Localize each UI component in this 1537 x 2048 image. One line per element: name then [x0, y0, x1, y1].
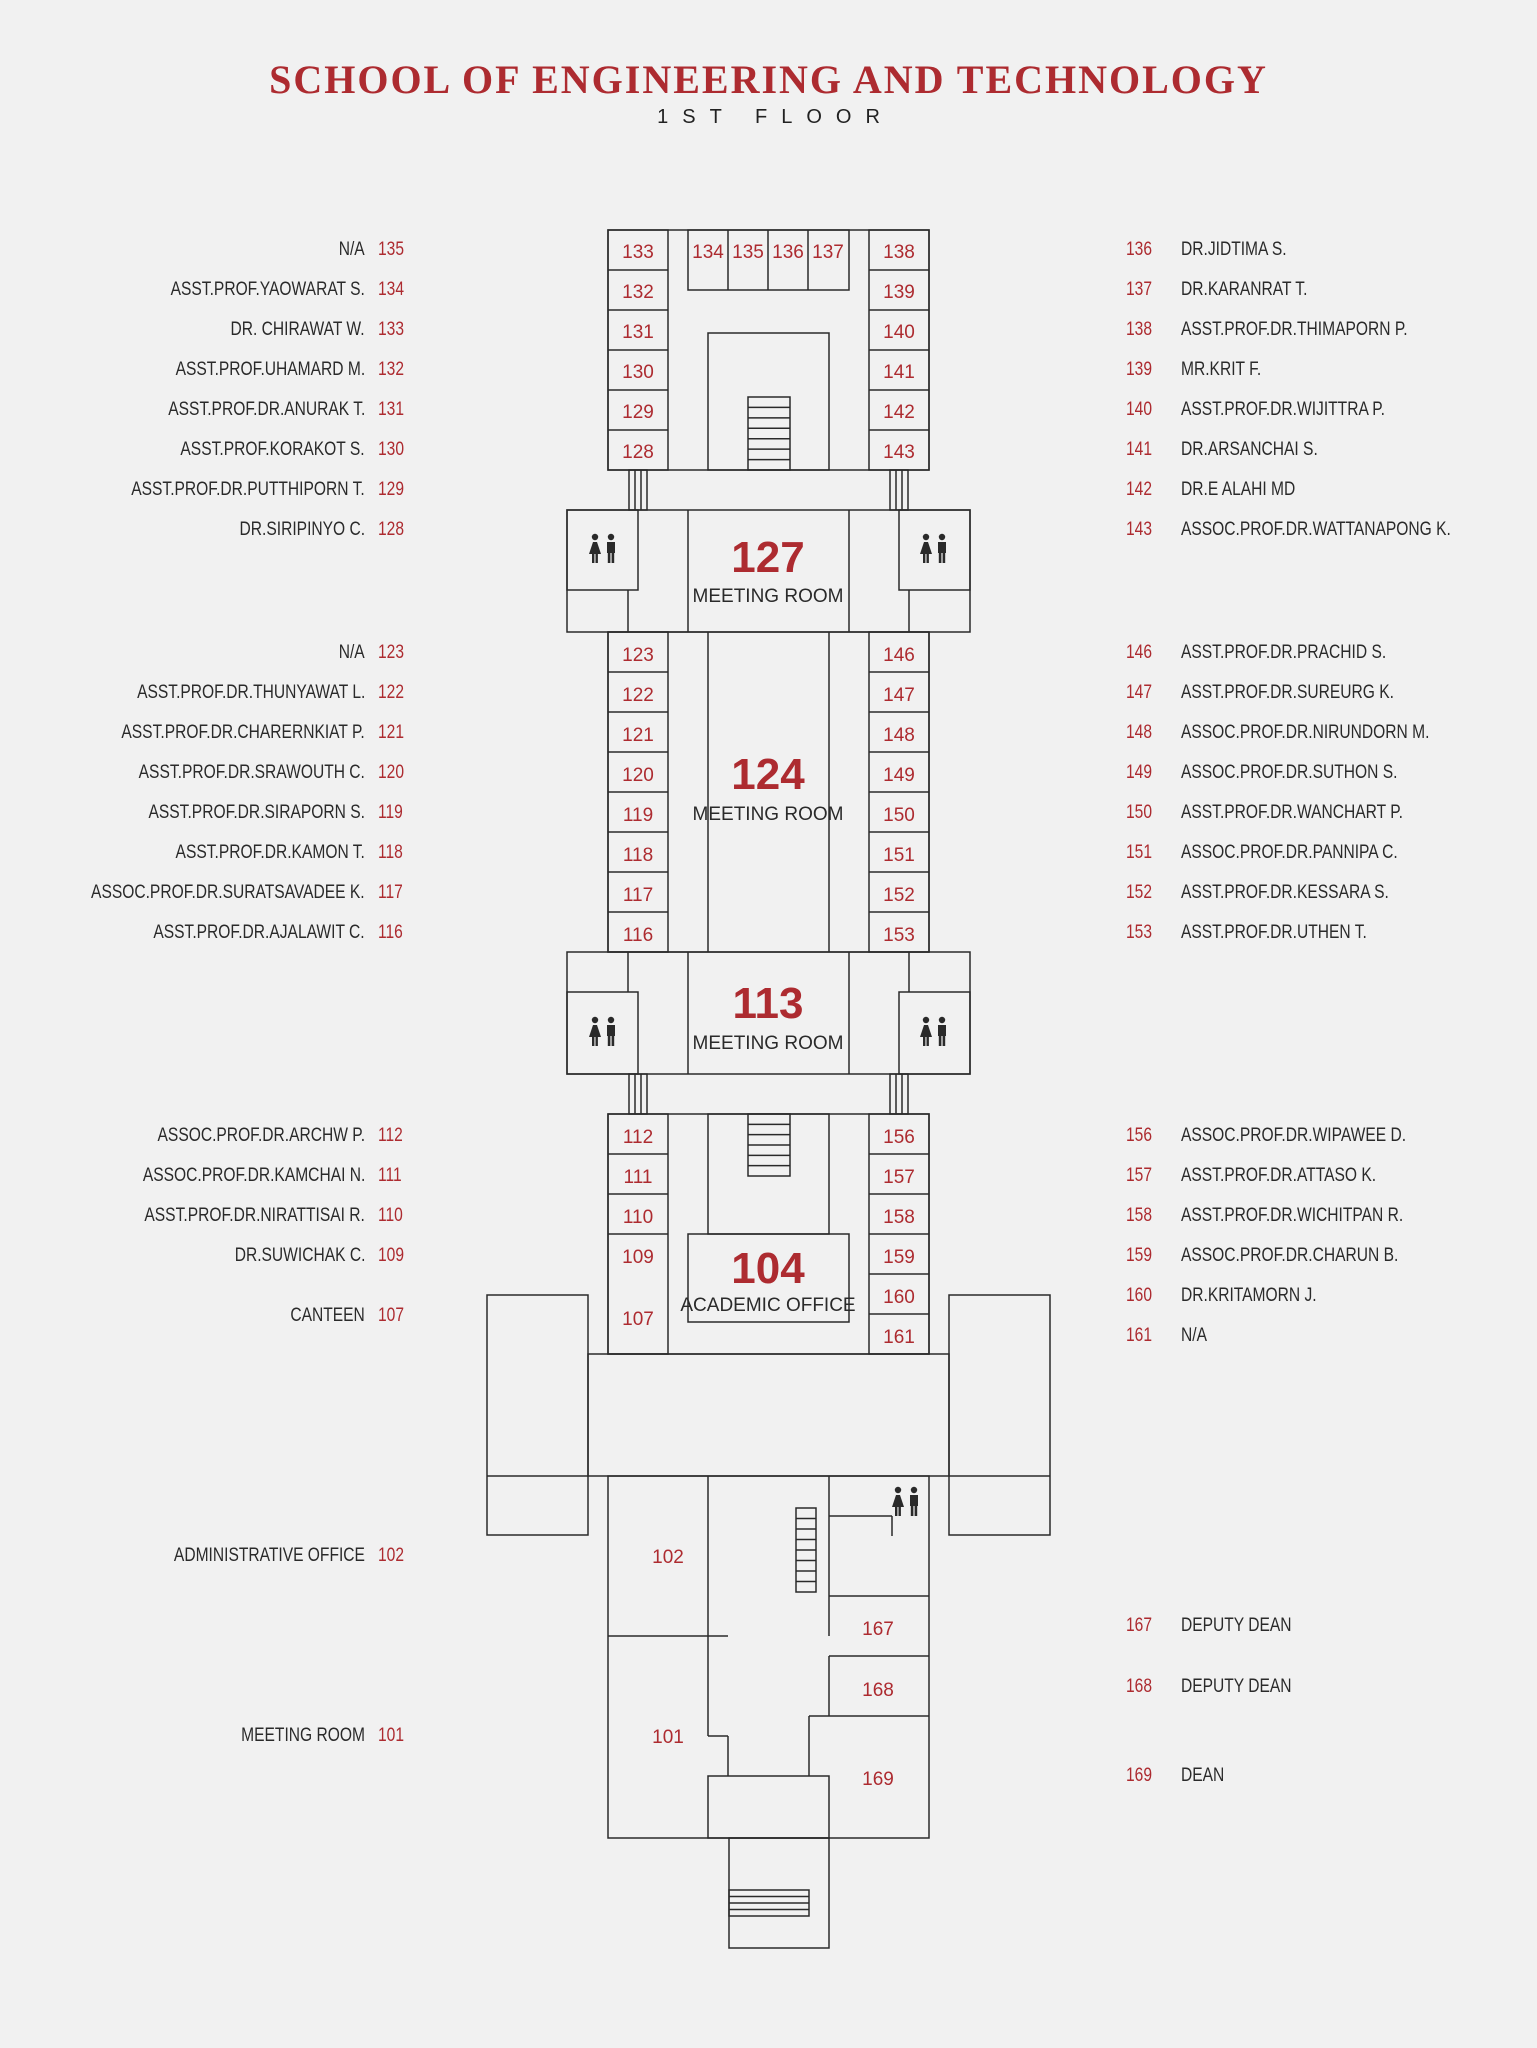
room-number: 119	[622, 805, 654, 826]
room-number-127: 127	[731, 533, 805, 582]
room-number: 157	[883, 1167, 915, 1188]
restroom-icon	[920, 1017, 946, 1046]
room-number: 110	[622, 1207, 654, 1228]
room-number: 148	[883, 725, 915, 746]
legend-room-number: 142	[1126, 479, 1152, 500]
room-number: 146	[883, 645, 915, 666]
legend-room-number: 101	[378, 1725, 404, 1746]
room-number: 160	[883, 1287, 915, 1308]
corridor-connector	[629, 470, 647, 510]
room-number: 140	[883, 322, 915, 343]
room-number: 118	[622, 845, 654, 866]
entrance	[729, 1838, 829, 1948]
legend-room-number: 134	[378, 279, 404, 300]
room-number: 132	[622, 282, 654, 303]
meeting-room-label: MEETING ROOM	[692, 1033, 844, 1054]
legend-room-number: 161	[1126, 1325, 1152, 1346]
page-title: SCHOOL OF ENGINEERING AND TECHNOLOGY	[269, 57, 1268, 102]
legend-name: DR.E ALAHI MD	[1181, 479, 1296, 500]
room-number: 130	[622, 362, 654, 383]
legend-name: N/A	[339, 239, 365, 260]
room-number: 116	[622, 925, 654, 946]
legend-room-number: 133	[378, 319, 404, 340]
legend-name: ASST.PROF.DR.WIJITTRA P.	[1181, 399, 1386, 420]
legend-name: ASST.PROF.DR.THUNYAWAT L.	[136, 682, 365, 703]
legend-name: ASSOC.PROF.DR.PANNIPA C.	[1181, 842, 1398, 863]
room-number: 139	[883, 282, 915, 303]
legend-room-number: 118	[378, 842, 403, 863]
legend-name: DR.ARSANCHAI S.	[1181, 439, 1318, 460]
legend-room-number: 148	[1126, 722, 1152, 743]
legend-room-number: 130	[378, 439, 404, 460]
legend-name: ASST.PROF.DR.WICHITPAN R.	[1181, 1205, 1404, 1226]
room-number: 152	[883, 885, 915, 906]
legend-room-number: 159	[1126, 1245, 1152, 1266]
room-number: 112	[622, 1127, 654, 1148]
legend-room-number: 137	[1126, 279, 1152, 300]
room-number: 109	[622, 1247, 654, 1268]
room-number: 138	[883, 242, 915, 263]
legend-room-number: 141	[1126, 439, 1152, 460]
legend-name: DR.JIDTIMA S.	[1181, 239, 1287, 260]
legend-name: ASST.PROF.DR.NIRATTISAI R.	[144, 1205, 365, 1226]
legend-room-number: 168	[1126, 1676, 1152, 1697]
legend-name: ASST.PROF.DR.SRAWOUTH C.	[138, 762, 365, 783]
legend-name: DEAN	[1181, 1765, 1225, 1786]
legend-room-number: 129	[378, 479, 404, 500]
room-number: 128	[622, 442, 654, 463]
room-number-124: 124	[731, 750, 805, 799]
legend-room-number: 111	[378, 1165, 402, 1186]
corridor-connector	[890, 470, 908, 510]
room-number: 149	[883, 765, 915, 786]
legend-name: ASSOC.PROF.DR.CHARUN B.	[1181, 1245, 1399, 1266]
legend-name: DR.SIRIPINYO C.	[239, 519, 365, 540]
legend-room-number: 140	[1126, 399, 1152, 420]
room-number-113: 113	[732, 979, 804, 1028]
legend-name: N/A	[339, 642, 365, 663]
room-number: 156	[883, 1127, 915, 1148]
room-number: 135	[732, 242, 764, 263]
stair-hall	[708, 1114, 829, 1234]
room-number: 107	[622, 1309, 654, 1330]
room-number: 102	[652, 1547, 684, 1568]
legend-room-number: 169	[1126, 1765, 1152, 1786]
legend-room-number: 131	[378, 399, 404, 420]
legend-name: DR.KRITAMORN J.	[1181, 1285, 1317, 1306]
room-number: 167	[862, 1619, 894, 1640]
room-number: 142	[883, 402, 915, 423]
legend-room-number: 139	[1126, 359, 1152, 380]
legend-room-number: 138	[1126, 319, 1152, 340]
legend-room-number: 109	[378, 1245, 404, 1266]
legend-name: ADMINISTRATIVE OFFICE	[173, 1545, 365, 1566]
legend-name: ASST.PROF.DR.ATTASO K.	[1181, 1165, 1377, 1186]
legend-room-number: 119	[378, 802, 403, 823]
room-number: 134	[692, 242, 724, 263]
room-number: 121	[622, 725, 654, 746]
legend-room-number: 136	[1126, 239, 1152, 260]
room-number: 150	[883, 805, 915, 826]
corridor-connector	[629, 1074, 647, 1114]
legend-name: DEPUTY DEAN	[1181, 1676, 1292, 1697]
room-number: 111	[623, 1167, 653, 1188]
legend-name: ASST.PROF.DR.PRACHID S.	[1181, 642, 1387, 663]
legend-name: ASST.PROF.DR.KESSARA S.	[1181, 882, 1389, 903]
legend-name: DR.KARANRAT T.	[1181, 279, 1308, 300]
legend-name: ASST.PROF.DR.UTHEN T.	[1181, 922, 1367, 943]
legend-name: ASSOC.PROF.DR.WATTANAPONG K.	[1181, 519, 1451, 540]
legend-name: ASST.PROF.DR.KAMON T.	[175, 842, 365, 863]
legend-room-number: 123	[378, 642, 404, 663]
room-number: 147	[883, 685, 915, 706]
room-number: 122	[622, 685, 654, 706]
room-number: 141	[883, 362, 915, 383]
restroom	[899, 992, 970, 1074]
room-number: 151	[883, 845, 915, 866]
main-hall	[588, 1354, 949, 1476]
legend-name: DR. CHIRAWAT W.	[230, 319, 365, 340]
legend-name: ASSOC.PROF.DR.SUTHON S.	[1181, 762, 1398, 783]
legend-room-number: 117	[378, 882, 403, 903]
legend-name: ASST.PROF.KORAKOT S.	[180, 439, 365, 460]
room-number: 120	[622, 765, 654, 786]
legend-room-number: 151	[1126, 842, 1152, 863]
legend-room-number: 167	[1126, 1615, 1152, 1636]
room-number: 169	[862, 1769, 894, 1790]
legend-room-number: 146	[1126, 642, 1152, 663]
legend-name: ASST.PROF.DR.SIRAPORN S.	[148, 802, 365, 823]
legend-room-number: 160	[1126, 1285, 1152, 1306]
room-number: 123	[622, 645, 654, 666]
meeting-room-label: MEETING ROOM	[692, 586, 844, 607]
room-number: 136	[772, 242, 804, 263]
legend-room-number: 110	[378, 1205, 403, 1226]
legend-room-number: 143	[1126, 519, 1152, 540]
legend-room-number: 152	[1126, 882, 1152, 903]
restroom	[899, 510, 970, 590]
right-wing	[949, 1295, 1050, 1535]
legend-room-number: 150	[1126, 802, 1152, 823]
legend-name: ASST.PROF.DR.WANCHART P.	[1181, 802, 1403, 823]
legend-name: ASSOC.PROF.DR.ARCHW P.	[157, 1125, 365, 1146]
legend-room-number: 121	[378, 722, 404, 743]
legend-room-number: 147	[1126, 682, 1152, 703]
legend-room-number: 102	[378, 1545, 404, 1566]
legend-room-number: 120	[378, 762, 404, 783]
academic-office-label: ACADEMIC OFFICE	[680, 1295, 856, 1316]
legend-name: ASSOC.PROF.DR.SURATSAVADEE K.	[91, 882, 365, 903]
room-number: 133	[622, 242, 654, 263]
legend-room-number: 116	[378, 922, 403, 943]
restroom-icon	[589, 1017, 615, 1046]
legend-room-number: 112	[378, 1125, 403, 1146]
floor-label: 1ST FLOOR	[657, 106, 894, 128]
room-number: 101	[652, 1727, 684, 1748]
legend-name: ASST.PROF.UHAMARD M.	[175, 359, 365, 380]
legend-name: ASST.PROF.DR.AJALAWIT C.	[153, 922, 365, 943]
restroom-icon	[920, 534, 946, 563]
room-number: 137	[812, 242, 844, 263]
legend-room-number: 122	[378, 682, 404, 703]
legend-name: MR.KRIT F.	[1181, 359, 1262, 380]
legend-name: ASST.PROF.DR.SUREURG K.	[1181, 682, 1394, 703]
room-number: 161	[883, 1327, 915, 1348]
vestibule	[708, 1776, 829, 1838]
room-number: 117	[622, 885, 654, 906]
legend-name: DEPUTY DEAN	[1181, 1615, 1292, 1636]
legend-name: CANTEEN	[290, 1305, 365, 1326]
corridor-connector	[890, 1074, 908, 1114]
legend-room-number: 132	[378, 359, 404, 380]
legend-name: ASSOC.PROF.DR.NIRUNDORN M.	[1181, 722, 1430, 743]
legend-room-number: 156	[1126, 1125, 1152, 1146]
legend-name: N/A	[1181, 1325, 1207, 1346]
legend-room-number: 128	[378, 519, 404, 540]
legend-room-number: 157	[1126, 1165, 1152, 1186]
room-number: 131	[622, 322, 654, 343]
legend-room-number: 135	[378, 239, 404, 260]
restroom-icon	[892, 1487, 918, 1516]
room-number: 159	[883, 1247, 915, 1268]
room-number: 143	[883, 442, 915, 463]
legend-name: DR.SUWICHAK C.	[234, 1245, 365, 1266]
restroom-icon	[589, 534, 615, 563]
legend-room-number: 149	[1126, 762, 1152, 783]
room-number-104: 104	[731, 1244, 805, 1293]
legend-room-number: 153	[1126, 922, 1152, 943]
room-number: 158	[883, 1207, 915, 1228]
left-wing	[487, 1295, 588, 1535]
legend-name: ASST.PROF.DR.CHARERNKIAT P.	[121, 722, 365, 743]
room-number: 153	[883, 925, 915, 946]
room-number: 129	[622, 402, 654, 423]
legend-name: ASST.PROF.DR.ANURAK T.	[167, 399, 365, 420]
legend-name: ASST.PROF.YAOWARAT S.	[170, 279, 365, 300]
legend-name: ASST.PROF.DR.PUTTHIPORN T.	[131, 479, 365, 500]
legend-name: ASSOC.PROF.DR.KAMCHAI N.	[142, 1165, 365, 1186]
room-number: 168	[862, 1680, 894, 1701]
legend-room-number: 158	[1126, 1205, 1152, 1226]
legend-name: MEETING ROOM	[241, 1725, 365, 1746]
legend-name: ASST.PROF.DR.THIMAPORN P.	[1181, 319, 1408, 340]
legend-name: ASSOC.PROF.DR.WIPAWEE D.	[1181, 1125, 1407, 1146]
restroom	[567, 510, 638, 590]
meeting-room-label: MEETING ROOM	[692, 804, 844, 825]
legend-room-number: 107	[378, 1305, 404, 1326]
restroom	[567, 992, 638, 1074]
